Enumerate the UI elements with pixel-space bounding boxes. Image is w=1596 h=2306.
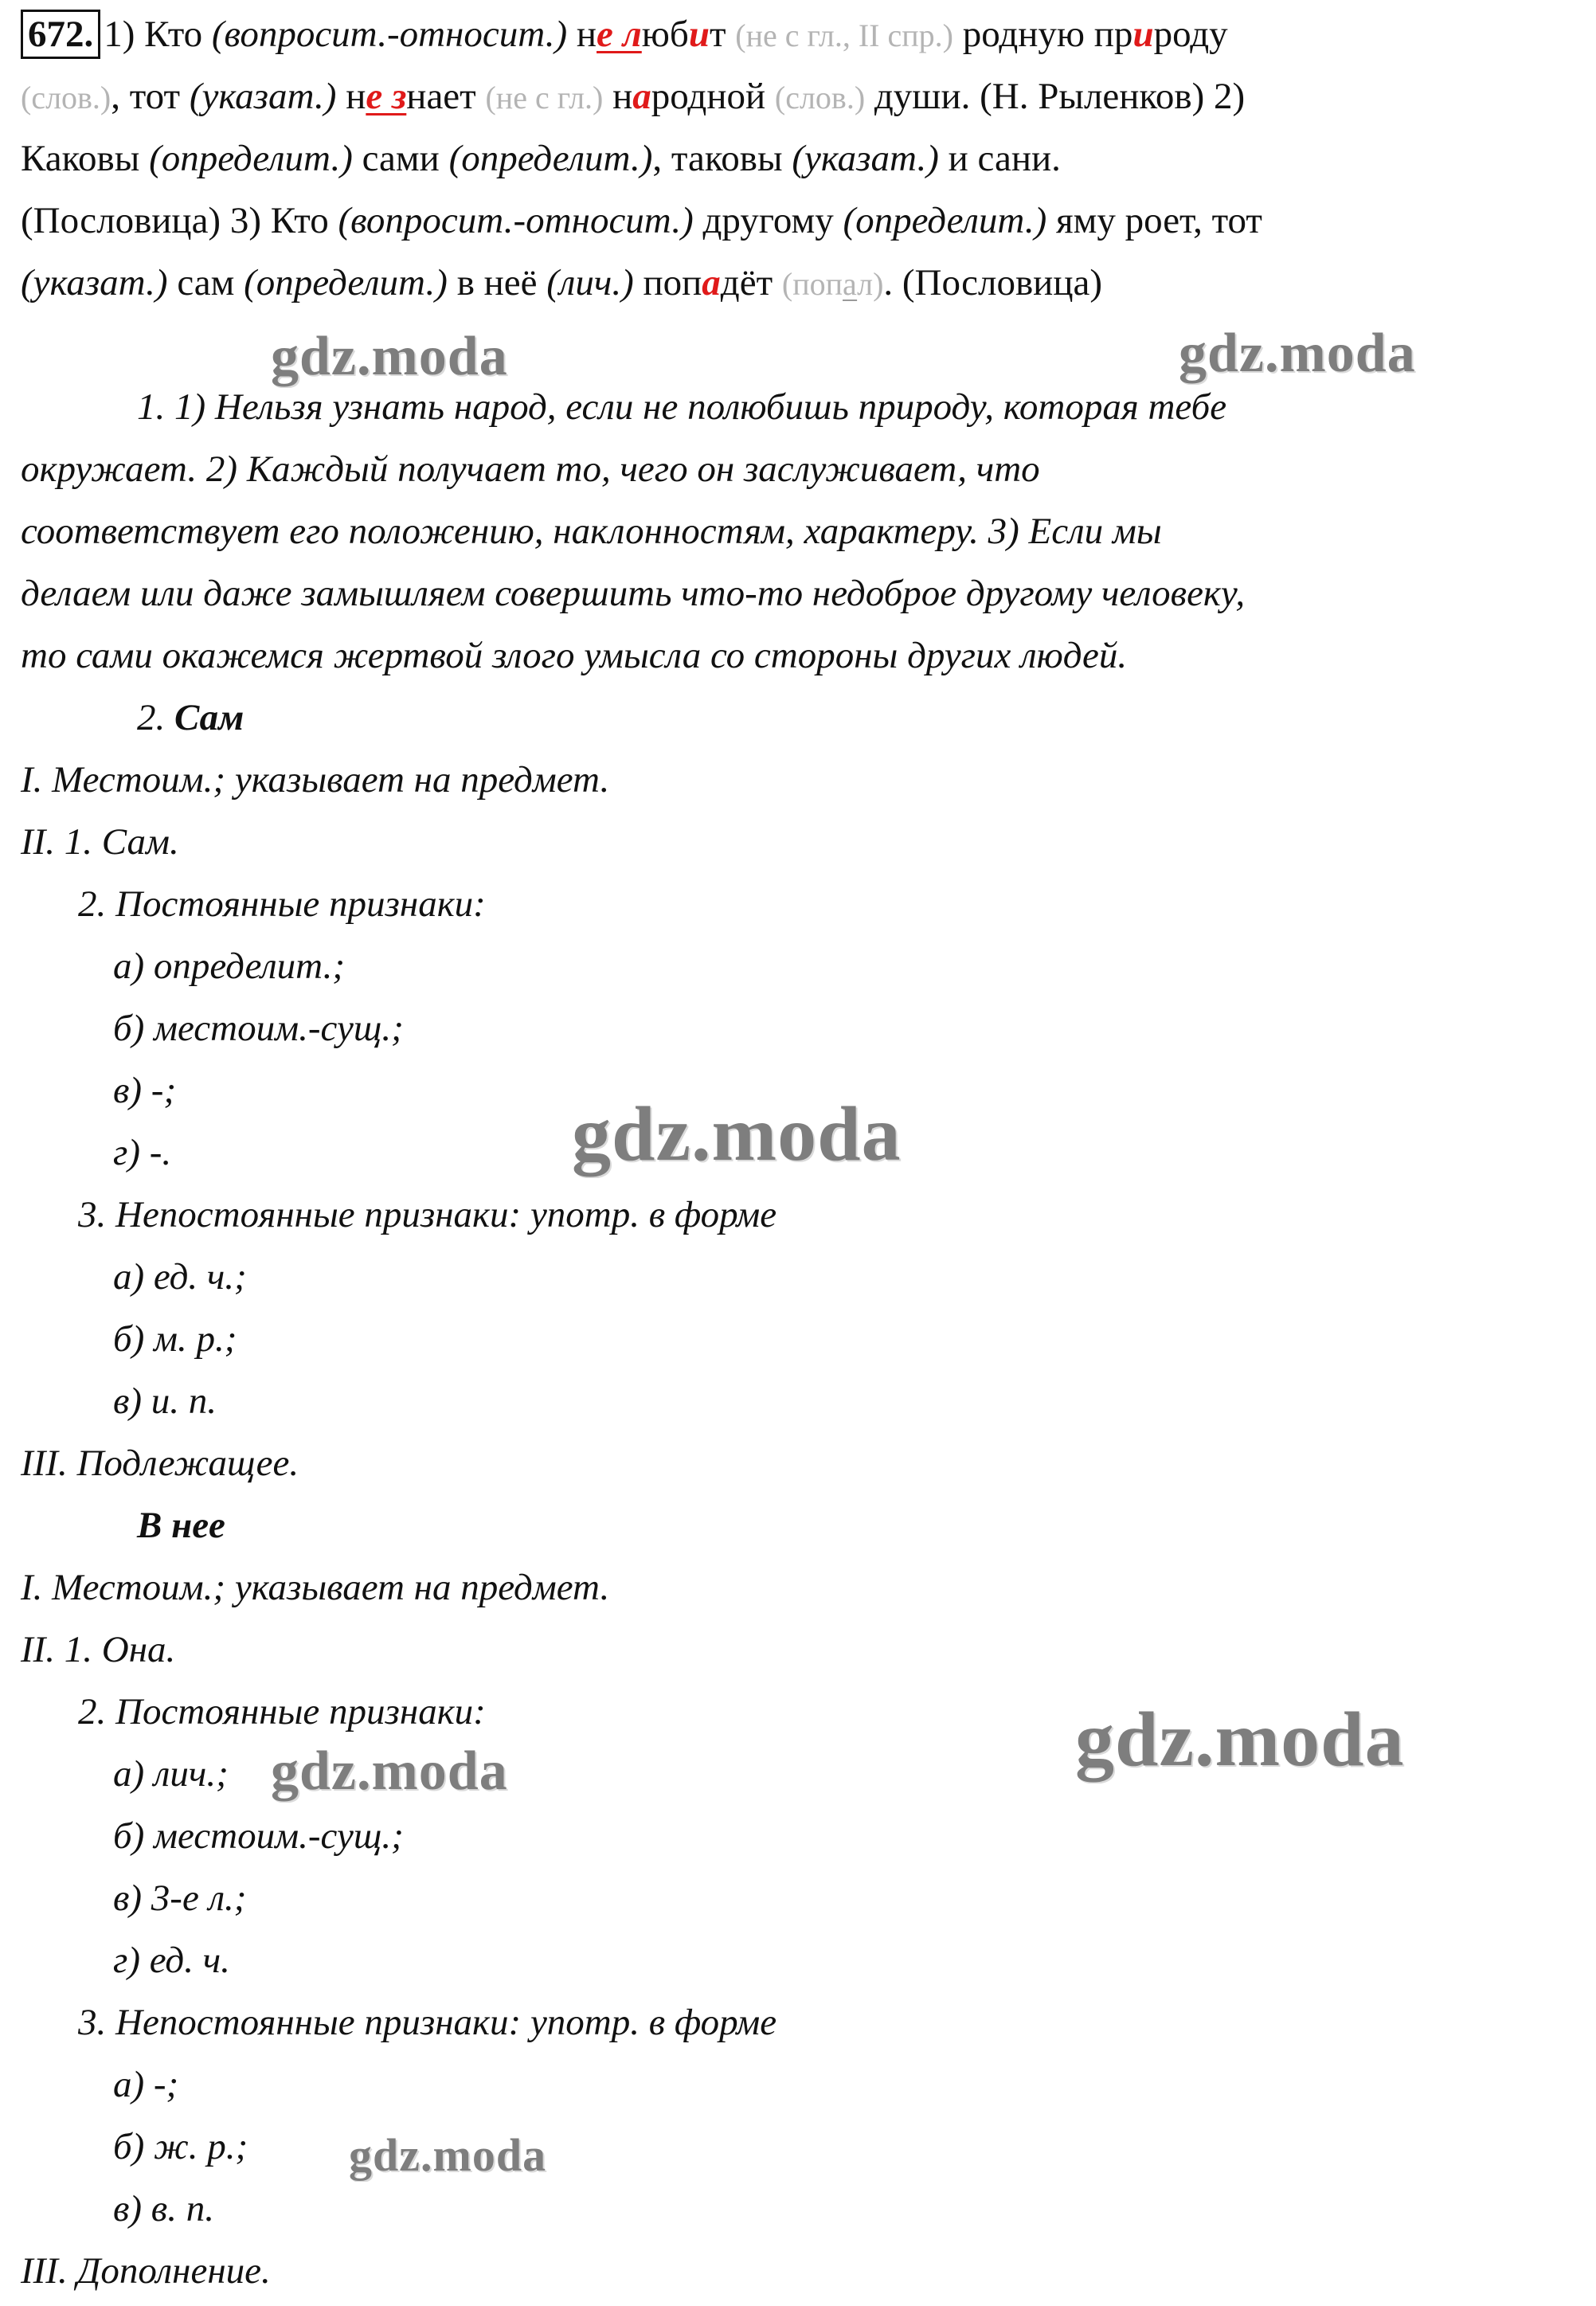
meaning-line-2: окружает. 2) Каждый получает то, чего он заслуживает, что: [21, 448, 1040, 490]
watermark: gdz.moda: [572, 1091, 902, 1177]
meaning-line-5: то сами окажемся жертвой злого умысла со стороны других людей.: [21, 635, 1128, 676]
analysis-sam-line: б) м. р.;: [113, 1318, 237, 1360]
analysis-sam-line: в) -;: [113, 1070, 177, 1111]
task-line-4: (Пословица) 3) Кто (вопросит.-относит.) другому (определит.) яму роет, тот: [21, 200, 1262, 241]
analysis-vnee-line: 2. Постоянные признаки:: [78, 1691, 486, 1732]
watermark: gdz.moda: [271, 326, 508, 387]
task-line-5: (указат.) сам (определит.) в неё (лич.) попадёт (попал). (Пословица): [21, 262, 1102, 303]
analysis-sam-line: а) определит.;: [113, 945, 346, 987]
analysis-sam-line: III. Подлежащее.: [21, 1443, 299, 1484]
task-line-2: (слов.), тот (указат.) не знает (не с гл.) народной (слов.) души. (Н. Рыленков) 2): [21, 76, 1246, 117]
analysis-vnee-line: I. Местоим.; указывает на предмет.: [21, 1567, 610, 1608]
watermark: gdz.moda: [349, 2129, 547, 2181]
meaning-line-3: соответствует его положению, наклонностям, характеру. 3) Если мы: [21, 511, 1162, 552]
analysis-vnee-line: а) -;: [113, 2064, 179, 2105]
task-line-3: Каковы (определит.) сами (определит.), таковы (указат.) и сани.: [21, 138, 1061, 179]
analysis-sam-word: Сам: [174, 697, 244, 738]
analysis-sam-line: I. Местоим.; указывает на предмет.: [21, 759, 610, 801]
analysis-sam-line: г) -.: [113, 1132, 172, 1173]
analysis-vnee-line: а) лич.;: [113, 1753, 229, 1795]
analysis-sam-line: в) и. п.: [113, 1380, 217, 1422]
analysis-sam-heading: 2. Сам: [137, 697, 244, 738]
watermark: gdz.moda: [271, 1740, 508, 1802]
watermark: gdz.moda: [1075, 1697, 1405, 1783]
analysis-vnee-line: в) 3-е л.;: [113, 1877, 247, 1919]
task-number: 672.: [21, 10, 100, 59]
task-line-1: 672. 1) Кто (вопросит.-относит.) не любит (не с гл., II спр.) родную природу: [21, 3, 1575, 67]
analysis-sam-line: 3. Непостоянные признаки: употр. в форме: [78, 1194, 777, 1235]
analysis-vnee-line: б) ж. р.;: [113, 2126, 248, 2167]
analysis-vnee-line: 3. Непостоянные признаки: употр. в форме: [78, 2002, 777, 2043]
analysis-sam-line: II. 1. Сам.: [21, 821, 179, 863]
meaning-line-1: 1. 1) Нельзя узнать народ, если не полюбишь природу, которая тебе: [137, 386, 1227, 428]
analysis-sam-line: а) ед. ч.;: [113, 1256, 247, 1298]
analysis-vnee-line: в) в. п.: [113, 2188, 214, 2230]
analysis-vnee-line: г) ед. ч.: [113, 1940, 230, 1981]
analysis-sam-line: б) местоим.-сущ.;: [113, 1008, 404, 1049]
meaning-line-4: делаем или даже замышляем совершить что-то недоброе другому человеку,: [21, 573, 1246, 614]
analysis-vnee-heading: В нее: [137, 1505, 225, 1546]
analysis-vnee-line: II. 1. Она.: [21, 1629, 176, 1670]
analysis-vnee-line: б) местоим.-сущ.;: [113, 1815, 404, 1857]
watermark: gdz.moda: [1179, 323, 1416, 384]
analysis-sam-line: 2. Постоянные признаки:: [78, 883, 486, 925]
analysis-vnee-line: III. Дополнение.: [21, 2250, 271, 2292]
